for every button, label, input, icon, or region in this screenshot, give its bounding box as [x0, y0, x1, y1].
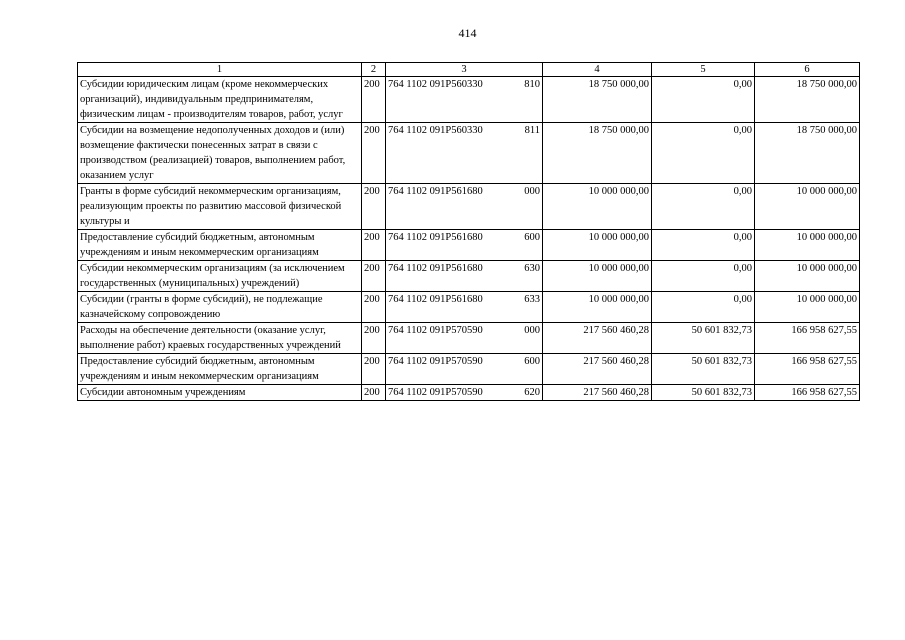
row-amount-executed: 0,00 — [652, 292, 755, 323]
col-header-6: 6 — [755, 63, 860, 77]
row-expense-type: 600 — [524, 232, 540, 243]
row-amount-plan: 10 000 000,00 — [543, 261, 652, 292]
row-description-text: Гранты в форме субсидий некоммерческим организациям, реализующим проекты по развитию массовой физической культуры и — [80, 186, 342, 227]
row-amount-plan: 18 750 000,00 — [543, 77, 652, 123]
row-classification — [386, 292, 543, 323]
table-row — [78, 123, 860, 184]
row-class-code: 764 1102 091P561680 — [388, 263, 483, 274]
row-amount-remaining: 10 000 000,00 — [755, 230, 860, 261]
row-amount-plan: 10 000 000,00 — [543, 184, 652, 230]
row-description: Предоставление субсидий бюджетным, автономным учреждениям и иным некоммерческим организациям — [78, 354, 362, 385]
row-amount-executed: 0,00 — [652, 230, 755, 261]
row-class-code: 764 1102 091P570590 — [388, 325, 483, 336]
table-row — [78, 292, 860, 323]
table-row — [78, 77, 860, 123]
row-description: Субсидии юридическим лицам (кроме некоммерческих организаций), индивидуальным предпринимателям, физическим лицам - производителям товаров, работ, услуг — [78, 77, 362, 123]
row-admin-code: 200 — [362, 385, 386, 401]
row-description: Субсидии некоммерческим организациям (за исключением государственных (муниципальных) учреждений) — [78, 261, 362, 292]
row-classification — [386, 385, 543, 401]
row-expense-type: 633 — [524, 294, 540, 305]
table-row — [78, 323, 860, 354]
table-row — [78, 354, 860, 385]
table-row — [78, 385, 860, 401]
row-class-code: 764 1102 091P560330 — [388, 125, 483, 136]
row-admin-code: 200 — [362, 184, 386, 230]
col-header-1: 1 — [78, 63, 362, 77]
table-row — [78, 261, 860, 292]
row-description: Субсидии автономным учреждениям — [78, 385, 362, 401]
header-row — [78, 63, 860, 77]
row-classification — [386, 261, 543, 292]
row-description: Предоставление субсидий бюджетным, автономным учреждениям и иным некоммерческим организациям — [78, 230, 362, 261]
row-amount-remaining: 166 958 627,55 — [755, 354, 860, 385]
row-amount-remaining: 10 000 000,00 — [755, 292, 860, 323]
row-amount-plan: 217 560 460,28 — [543, 385, 652, 401]
row-expense-type: 620 — [524, 387, 540, 398]
row-expense-type: 811 — [524, 125, 540, 136]
col-header-4: 4 — [543, 63, 652, 77]
row-expense-type: 810 — [524, 79, 540, 90]
row-admin-code: 200 — [362, 354, 386, 385]
row-description: Субсидии на возмещение недополученных доходов и (или) возмещение фактически понесенных затрат в связи с производством (реализацией) товаров, выполнением работ, оказанием услуг — [78, 123, 362, 184]
row-amount-executed: 0,00 — [652, 184, 755, 230]
row-amount-plan: 18 750 000,00 — [543, 123, 652, 184]
row-amount-remaining: 18 750 000,00 — [755, 123, 860, 184]
row-amount-remaining: 10 000 000,00 — [755, 261, 860, 292]
row-amount-plan: 217 560 460,28 — [543, 354, 652, 385]
col-header-2: 2 — [362, 63, 386, 77]
row-amount-executed: 0,00 — [652, 77, 755, 123]
col-header-3: 3 — [386, 63, 543, 77]
budget-table — [77, 62, 860, 401]
row-classification — [386, 184, 543, 230]
row-classification — [386, 77, 543, 123]
row-description: Расходы на обеспечение деятельности (оказание услуг, выполнение работ) краевых государственных учреждений — [78, 323, 362, 354]
row-classification — [386, 230, 543, 261]
row-classification — [386, 323, 543, 354]
row-amount-executed: 0,00 — [652, 123, 755, 184]
row-admin-code: 200 — [362, 77, 386, 123]
row-amount-remaining: 166 958 627,55 — [755, 385, 860, 401]
row-amount-remaining: 166 958 627,55 — [755, 323, 860, 354]
row-admin-code: 200 — [362, 230, 386, 261]
row-amount-executed: 50 601 832,73 — [652, 354, 755, 385]
row-classification — [386, 123, 543, 184]
col-header-5: 5 — [652, 63, 755, 77]
row-class-code: 764 1102 091P561680 — [388, 186, 483, 197]
row-class-code: 764 1102 091P570590 — [388, 356, 483, 367]
row-amount-executed: 50 601 832,73 — [652, 385, 755, 401]
row-class-code: 764 1102 091P570590 — [388, 387, 483, 398]
row-description — [78, 184, 362, 230]
row-classification — [386, 354, 543, 385]
row-admin-code: 200 — [362, 292, 386, 323]
row-amount-executed: 50 601 832,73 — [652, 323, 755, 354]
row-expense-type: 000 — [524, 325, 540, 336]
table-row — [78, 230, 860, 261]
row-amount-plan: 10 000 000,00 — [543, 230, 652, 261]
page-number: 414 — [458, 26, 477, 40]
row-amount-remaining: 18 750 000,00 — [755, 77, 860, 123]
row-amount-executed: 0,00 — [652, 261, 755, 292]
row-class-code: 764 1102 091P560330 — [388, 79, 483, 90]
row-class-code: 764 1102 091P561680 — [388, 232, 483, 243]
row-expense-type: 630 — [524, 263, 540, 274]
row-amount-remaining: 10 000 000,00 — [755, 184, 860, 230]
row-amount-plan: 217 560 460,28 — [543, 323, 652, 354]
row-admin-code: 200 — [362, 323, 386, 354]
row-description: Субсидии (гранты в форме субсидий), не подлежащие казначейскому сопровождению — [78, 292, 362, 323]
row-amount-plan: 10 000 000,00 — [543, 292, 652, 323]
row-expense-type: 600 — [524, 356, 540, 367]
row-admin-code: 200 — [362, 123, 386, 184]
row-admin-code: 200 — [362, 261, 386, 292]
row-expense-type: 000 — [524, 186, 540, 197]
table-row — [78, 184, 860, 230]
row-class-code: 764 1102 091P561680 — [388, 294, 483, 305]
